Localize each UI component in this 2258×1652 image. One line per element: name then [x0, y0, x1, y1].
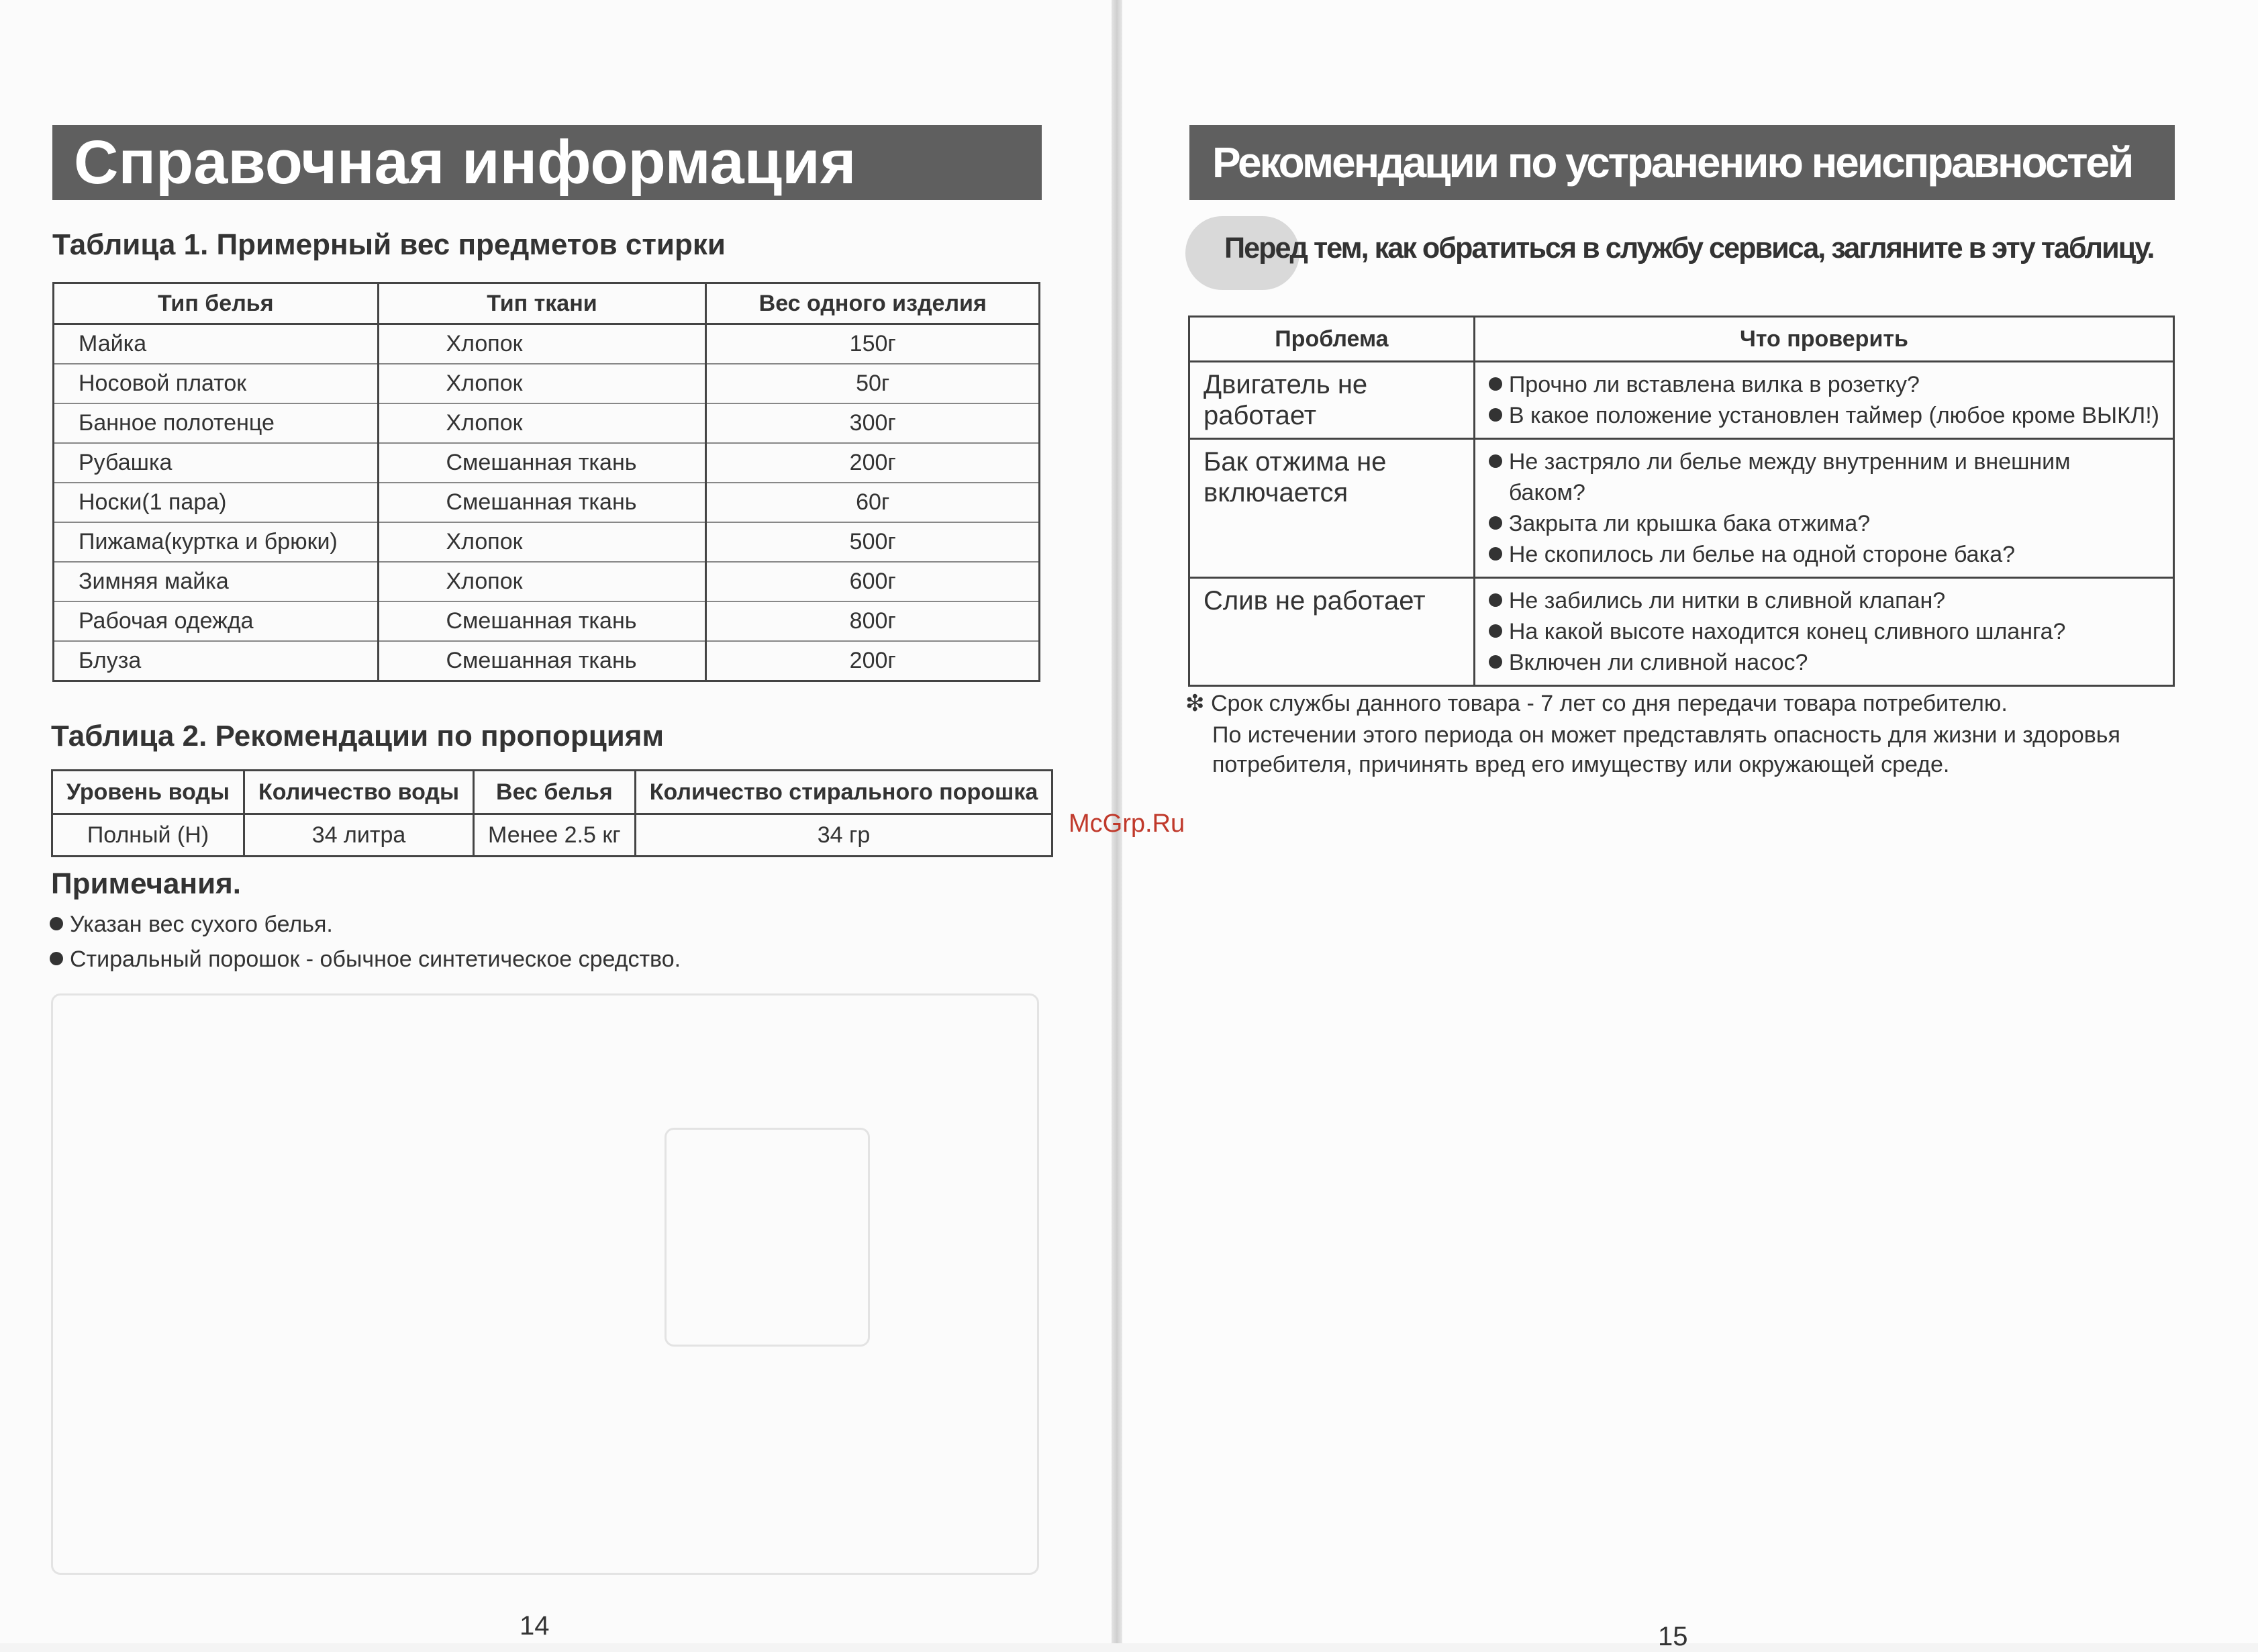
problem-cell: Слив не работает	[1189, 578, 1475, 686]
table-cell: Блуза	[54, 641, 379, 681]
footnote-line: По истечении этого периода он может представлять опасность для жизни и здоровья	[1212, 722, 2120, 748]
note-text: Указан вес сухого белья.	[70, 912, 333, 937]
check-text: Закрыта ли крышка бака отжима?	[1508, 511, 1871, 536]
proportions-table	[51, 769, 1053, 857]
table-row	[52, 814, 1052, 857]
troubleshooting-table	[1188, 315, 2175, 687]
table-row	[1189, 439, 2174, 578]
check-item	[1489, 539, 2159, 570]
check-text: Не скопилось ли белье на одной стороне бака?	[1508, 542, 2016, 567]
table-cell: Хлопок	[378, 364, 706, 403]
column-header: Вес одного изделия	[706, 283, 1040, 324]
check-item	[1489, 369, 2159, 400]
check-text: Не забились ли нитки в сливной клапан?	[1508, 588, 1946, 614]
bullet-icon	[1489, 454, 1502, 468]
table-cell: 60г	[706, 483, 1040, 522]
table-header-row	[54, 283, 1040, 324]
table-cell: 50г	[706, 364, 1040, 403]
bleed-through-figure	[665, 1128, 870, 1347]
check-text: Включен ли сливной насос?	[1508, 650, 1808, 675]
table-header-row	[1189, 317, 2174, 362]
bullet-icon	[1489, 624, 1502, 638]
bullet-icon	[1489, 516, 1502, 530]
table-row	[54, 562, 1040, 601]
check-item	[1489, 647, 2159, 678]
laundry-weight-table	[52, 282, 1040, 682]
table-cell: Носовой платок	[54, 364, 379, 403]
table-row	[54, 403, 1040, 443]
bullet-icon	[1489, 547, 1502, 561]
table-row	[54, 483, 1040, 522]
bullet-icon	[1489, 655, 1502, 669]
table-cell: 600г	[706, 562, 1040, 601]
checks-cell	[1474, 439, 2173, 578]
check-item	[1489, 446, 2159, 477]
table-cell: Смешанная ткань	[378, 641, 706, 681]
column-header: Проблема	[1189, 317, 1475, 362]
problem-cell: Двигатель не работает	[1189, 362, 1475, 439]
check-item	[1489, 400, 2159, 431]
footnote-line: потребителя, причинять вред его имуществу или окружающей среде.	[1212, 752, 1950, 777]
problem-cell: Бак отжима не включается	[1189, 439, 1475, 578]
table-cell: Хлопок	[378, 324, 706, 365]
table-cell: 34 гр	[635, 814, 1052, 857]
table-cell: 150г	[706, 324, 1040, 365]
check-item	[1489, 616, 2159, 647]
table-cell: 300г	[706, 403, 1040, 443]
table-row	[1189, 578, 2174, 686]
table-cell: 200г	[706, 443, 1040, 483]
table-header-row	[52, 771, 1052, 814]
bullet-icon	[1489, 593, 1502, 607]
table-row	[54, 443, 1040, 483]
table-cell: Менее 2.5 кг	[474, 814, 636, 857]
check-text: Не застряло ли белье между внутренним и внешним	[1508, 449, 2071, 475]
page-title-right: Рекомендации по устранению неисправностей	[1189, 125, 2175, 200]
table-cell: 800г	[706, 601, 1040, 641]
column-header: Количество стирального порошка	[635, 771, 1052, 814]
check-item-continued: баком?	[1508, 480, 1585, 505]
table-row	[54, 601, 1040, 641]
bullet-icon	[1489, 377, 1502, 391]
table2-caption: Таблица 2. Рекомендации по пропорциям	[51, 720, 665, 752]
table-cell: Майка	[54, 324, 379, 365]
page-title-left: Справочная информация	[52, 125, 1042, 200]
table-row	[1189, 362, 2174, 439]
asterism-icon: ❇	[1185, 691, 1205, 716]
table-cell: Смешанная ткань	[378, 601, 706, 641]
page-number-right: 15	[1658, 1622, 1688, 1651]
check-text: На какой высоте находится конец сливного шланга?	[1508, 619, 2066, 644]
table-cell: 500г	[706, 522, 1040, 562]
table-cell: Носки(1 пара)	[54, 483, 379, 522]
column-header: Тип ткани	[378, 283, 706, 324]
table-cell: Хлопок	[378, 403, 706, 443]
table-cell: Смешанная ткань	[378, 443, 706, 483]
table-row	[54, 641, 1040, 681]
notes-title: Примечания.	[51, 867, 242, 900]
watermark-link[interactable]: McGrp.Ru	[1069, 810, 1185, 838]
table-cell: Рубашка	[54, 443, 379, 483]
checks-cell	[1474, 362, 2173, 439]
table1-caption: Таблица 1. Примерный вес предметов стирки	[52, 228, 726, 261]
bullet-icon	[50, 917, 63, 930]
checks-cell	[1474, 578, 2173, 686]
check-item	[1489, 585, 2159, 616]
footnote-text: Срок службы данного товара - 7 лет со дня передачи товара потребителю.	[1210, 691, 2008, 716]
table-row	[54, 364, 1040, 403]
note-item	[50, 946, 681, 973]
table-cell: Хлопок	[378, 562, 706, 601]
footnote-line	[1185, 690, 2008, 717]
table-cell: Хлопок	[378, 522, 706, 562]
table-cell: Банное полотенце	[54, 403, 379, 443]
table-row	[54, 522, 1040, 562]
check-text: В какое положение установлен таймер (любое кроме ВЫКЛ!)	[1508, 403, 2159, 428]
note-item	[50, 912, 333, 938]
table-row	[54, 324, 1040, 365]
table-cell: 34 литра	[244, 814, 474, 857]
bullet-icon	[50, 952, 63, 965]
table-cell: Зимняя майка	[54, 562, 379, 601]
table-cell: 200г	[706, 641, 1040, 681]
table-cell: Смешанная ткань	[378, 483, 706, 522]
column-header: Тип белья	[54, 283, 379, 324]
intro-text: Перед тем, как обратиться в службу сервиса, загляните в эту таблицу.	[1224, 232, 2154, 264]
table-cell: Рабочая одежда	[54, 601, 379, 641]
column-header: Количество воды	[244, 771, 474, 814]
column-header: Вес белья	[474, 771, 636, 814]
table-cell: Полный (Н)	[52, 814, 244, 857]
page-number-left: 14	[520, 1611, 550, 1641]
bullet-icon	[1489, 408, 1502, 422]
column-header: Что проверить	[1474, 317, 2173, 362]
table-cell: Пижама(куртка и брюки)	[54, 522, 379, 562]
column-header: Уровень воды	[52, 771, 244, 814]
check-item	[1489, 508, 2159, 539]
note-text: Стиральный порошок - обычное синтетическое средство.	[70, 946, 681, 972]
bleed-through-figure	[51, 993, 1039, 1575]
check-text: Прочно ли вставлена вилка в розетку?	[1508, 372, 1920, 397]
